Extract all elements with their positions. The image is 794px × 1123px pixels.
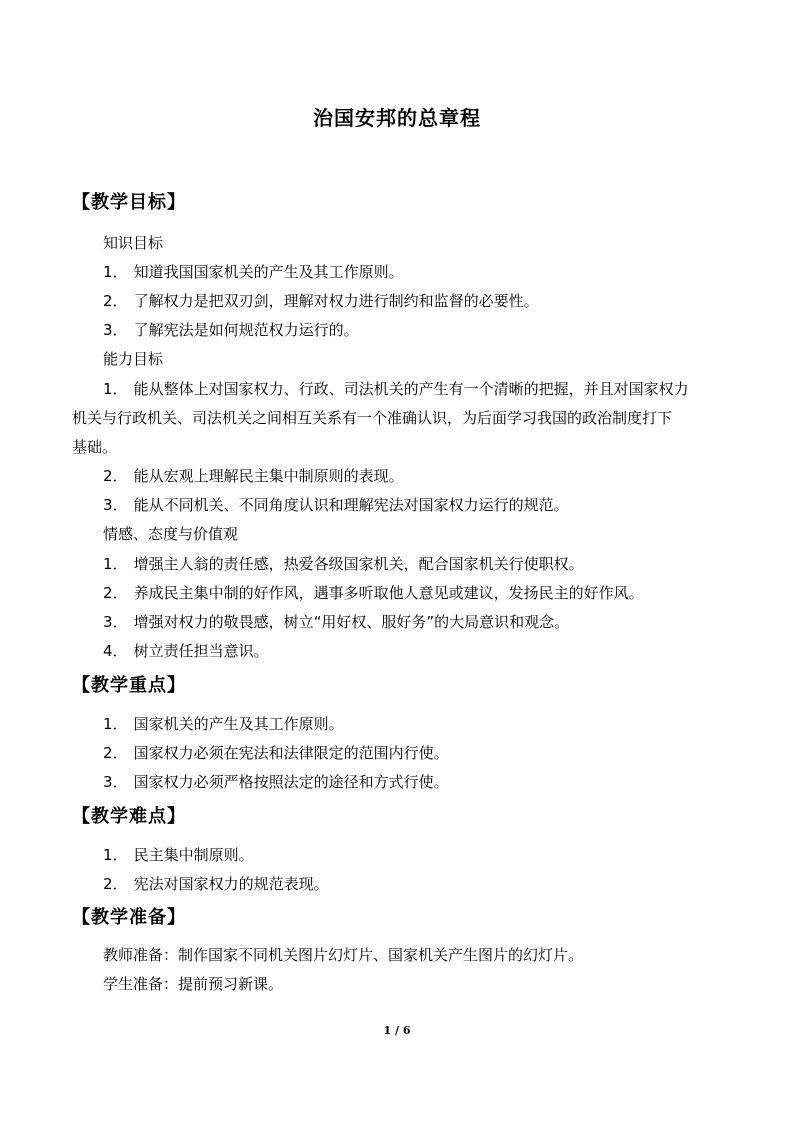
list-item: 3 ． 了解宪法是如何规范权力运行的。	[103, 319, 359, 341]
heading-key-points: 【教学重点】	[72, 675, 186, 696]
list-item: 3 ． 能从不同机关、不同角度认识和理解宪法对国家权力运行的规范。	[103, 494, 569, 516]
list-item: 3 ． 国家权力必须严格按照法定的途径和方式行使。	[103, 771, 449, 793]
student-preparation: 学生准备：提前预习新课。	[103, 975, 284, 993]
heading-preparation: 【教学准备】	[72, 907, 186, 928]
list-item-continuation: 基础。	[72, 438, 118, 456]
list-item: 2 ． 国家权力必须在宪法和法律限定的范围内行使。	[103, 742, 449, 764]
list-item: 1 ． 民主集中制原则。	[103, 844, 254, 866]
heading-difficulties: 【教学难点】	[72, 806, 186, 827]
list-item: 3 ． 增强对权力的敬畏感，树立“用好权、服好务”的大局意识和观念。	[103, 611, 569, 633]
list-item: 2 ． 了解权力是把双刃剑，理解对权力进行制约和监督的必要性。	[103, 290, 539, 312]
teacher-preparation: 教师准备：制作国家不同机关图片幻灯片、国家机关产生图片的幻灯片。	[103, 946, 584, 964]
page-number: 1 / 6	[383, 1024, 411, 1037]
heading-teaching-goals: 【教学目标】	[72, 192, 186, 213]
list-item: 1 ． 国家机关的产生及其工作原则。	[103, 713, 344, 735]
list-item: 4 ． 树立责任担当意识。	[103, 640, 269, 662]
subheading-knowledge-goals: 知识目标	[103, 234, 164, 252]
list-item: 1 ． 知道我国国家机关的产生及其工作原则。	[103, 261, 404, 283]
list-item-continuation: 机关与行政机关、司法机关之间相互关系有一个准确认识，为后面学习我国的政治制度打下	[72, 409, 673, 427]
list-item: 2 ． 能从宏观上理解民主集中制原则的表现。	[103, 465, 404, 487]
subheading-ability-goals: 能力目标	[103, 350, 164, 368]
list-item: 2 ． 宪法对国家权力的规范表现。	[103, 873, 329, 895]
list-item: 1 ． 增强主人翁的责任感，热爱各级国家机关，配合国家机关行使职权。	[103, 553, 584, 575]
page-title: 治国安邦的总章程	[313, 106, 481, 130]
subheading-values-goals: 情感、态度与价值观	[103, 525, 239, 543]
list-item: 2 ． 养成民主集中制的好作风，遇事多听取他人意见或建议，发扬民主的好作风。	[103, 582, 644, 604]
list-item: 1 ． 能从整体上对国家权力、行政、司法机关的产生有一个清晰的把握，并且对国家权力	[103, 378, 689, 400]
